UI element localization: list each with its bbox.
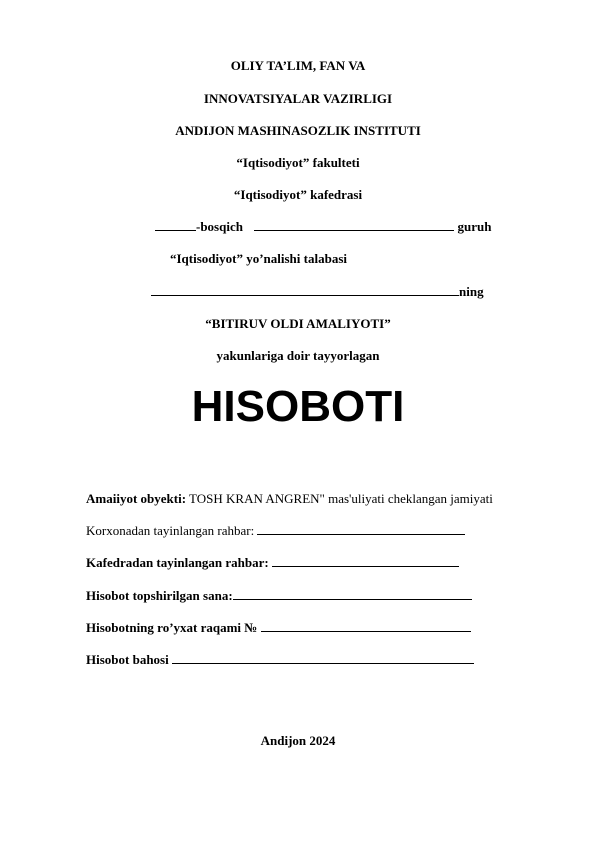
- submission-date-field: [86, 588, 472, 604]
- city-year: Andijon 2024: [260, 733, 336, 748]
- object-label: Amaiiyot obyekti:: [86, 491, 187, 506]
- registration-number-blank: [261, 620, 471, 632]
- grade-label: Hisobot bahosi: [86, 652, 169, 667]
- department-supervisor-blank: [272, 555, 459, 567]
- group-blank: [254, 219, 454, 231]
- company-supervisor-field: [86, 523, 465, 539]
- submission-date-label: Hisobot topshirilgan sana:: [86, 588, 233, 603]
- practice-name: “BITIRUV OLDI AMALIYOTI”: [205, 316, 391, 331]
- object-value: TOSH KRAN ANGREN" mas'uliyati cheklangan jamiyati: [189, 491, 493, 506]
- object-field: [86, 491, 493, 507]
- student-name-suffix: ning: [459, 284, 484, 299]
- stage-blank: [155, 219, 196, 231]
- ministry-line-1: OLIY TA’LIM, FAN VA: [230, 58, 366, 73]
- faculty-name: “Iqtisodiyot” fakulteti: [236, 155, 360, 170]
- registration-number-label: Hisobotning ro’yxat raqami №: [86, 620, 258, 635]
- company-supervisor-blank: [257, 523, 465, 535]
- stage-group-line: [155, 219, 491, 235]
- submission-date-blank: [233, 588, 472, 600]
- department-name: “Iqtisodiyot” kafedrasi: [233, 187, 363, 202]
- direction-line: “Iqtisodiyot” yo’nalishi talabasi: [170, 251, 347, 266]
- student-name-line: [151, 284, 484, 300]
- stage-label: -bosqich: [196, 219, 243, 234]
- company-supervisor-label: Korxonadan tayinlangan rahbar:: [86, 523, 255, 538]
- student-name-blank: [151, 284, 459, 296]
- department-supervisor-field: [86, 555, 459, 571]
- department-supervisor-label: Kafedradan tayinlangan rahbar:: [86, 555, 269, 570]
- group-label: guruh: [457, 219, 492, 234]
- grade-blank: [172, 652, 474, 664]
- document-title: HISOBOTI: [191, 382, 405, 431]
- grade-field: [86, 652, 474, 668]
- ministry-line-2: INNOVATSIYALAR VAZIRLIGI: [203, 91, 393, 106]
- registration-number-field: [86, 620, 471, 636]
- institute-name: ANDIJON MASHINASOZLIK INSTITUTI: [175, 123, 421, 138]
- practice-subtitle: yakunlariga doir tayyorlagan: [216, 348, 380, 363]
